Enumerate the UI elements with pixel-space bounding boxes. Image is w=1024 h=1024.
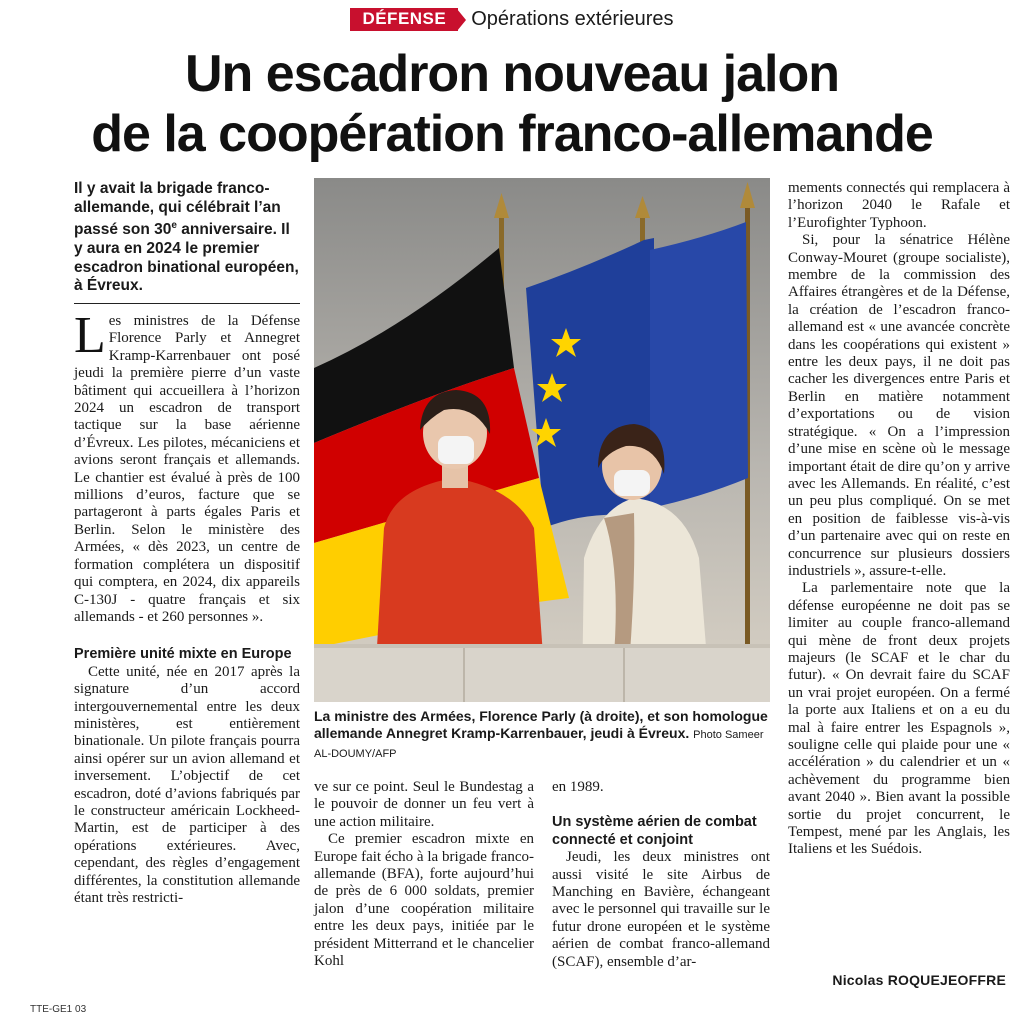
caption-text: La ministre des Armées, Florence Parly (à droite), et son homologue allemande Annegret Kramp-Karrenbauer, jeudi à Évreux.	[314, 708, 768, 741]
author-last-name: ROQUEJEOFFRE	[887, 972, 1006, 988]
article-paragraph-5: Si, pour la sénatrice Hélène Conway-Mouret (groupe socialiste), membre de la commission des Affaires étrangères et de la Défense, la création de l’escadron franco-allemand est « une avancée concrète dans les coopérations qui existent » entre les deux pays, il ne doit pas cacher les divergences entre Paris et Berlin en matière notamment d’exportations ou de vision stratégique. « On a l’impression d’une mise en scène où le message important était de dire qu’on y arrive avec les Allemands. En réalité, c’est un peu plus compliqué. On se met en position de faiblesse vis-à-vis d’un partenaire avec qui on reste en concurrence sur plusieurs dossiers industriels », assure-t-elle.	[788, 232, 1010, 579]
section-rubric	[0, 8, 1024, 31]
photo-ministers-flags	[314, 178, 770, 702]
article-paragraph-4-continued: mements connectés qui remplacera à l’horizon 2040 le Rafale et l’Eurofighter Typhoon.	[788, 180, 1010, 231]
article-paragraph-2: Cette unité, née en 2017 après la signature d’un accord intergouvernemental entre les deux ministères, est entièrement binationale. Un pilote français pourra ainsi opérer sur un avion allemand et inversement. L’objectif de cet escadron, doté d’avions fabriqués par le constructeur américain Lockheed-Martin, est de participer à des opérations extérieures. Avec, cependant, des règles d’engagement différentes, la constitution allemande étant très restricti-	[74, 663, 300, 906]
subsection-label: Opérations extérieures	[471, 8, 674, 30]
article-column-2	[314, 779, 534, 970]
article-intro-text: es ministres de la Défense Florence Parly et Annegret Kramp-Karrenbauer ont posé jeudi la première pierre d’un vaste bâtiment qui accueillera à l’horizon 2024 un escadron de transport tactique sur la base aérienne d’Évreux. Les pilotes, mécaniciens et avions seront français et allemands. Le chantier est évalué à près de 100 millions d’euros, facture que se partageront à parts égales Paris et Berlin. Selon le ministère des Armées, « dès 2023, un centre de formation complétera un dispositif qui comptera, en 2024, dix appareils C-130J - quatre français et six allemands - et 260 personnes ».	[74, 313, 300, 625]
section-tag: DÉFENSE	[350, 8, 458, 31]
article-paragraph-2-continued: ve sur ce point. Seul le Bundestag a le pouvoir de donner un feu vert à une action militaire.	[314, 779, 534, 830]
headline-line-2: de la coopération franco-allemande	[91, 105, 933, 163]
page-folio: TTE-GE1 03	[30, 1004, 87, 1015]
intertitle-air-system: Un système aérien de combat connecté et conjoint	[552, 814, 757, 848]
lead-paragraph	[74, 180, 300, 296]
author-byline	[832, 972, 1006, 988]
intertitle-first-unit: Première unité mixte en Europe	[74, 646, 292, 663]
article-photo	[314, 178, 770, 702]
headline	[40, 44, 984, 164]
article-paragraph-3: Ce premier escadron mixte en Europe fait écho à la brigade franco-allemande (BFA), forte aujourd’hui de près de 6 000 soldats, premier jalon d’une coopération militaire entre les deux pays, initiée par le président Mitterrand et le chancelier Kohl	[314, 831, 534, 970]
rubric-arrow-icon	[457, 9, 466, 31]
lead-part-2: anniversaire. Il y aura en 2024 le premier escadron binational européen, à Évreux.	[74, 221, 299, 295]
lead-superscript: e	[171, 220, 177, 232]
lead-part-1: Il y avait la brigade franco-allemande, qui célébrait l’an passé son 30	[74, 180, 281, 239]
author-first-name: Nicolas	[832, 972, 884, 988]
article-column-1	[74, 307, 300, 907]
article-paragraph-6: La parlementaire note que la défense européenne ne doit pas se limiter au couple franco-allemand qui mène de front deux projets majeurs (le SCAF et le char du futur). « On devrait faire du SCAF un vrai projet européen. On a fermé la porte aux Italiens et on a eu du mal à faire entrer les Espagnols », souligne celle qui plaide pour une « accélération » du calendrier et un « achèvement du programme bien avant 2040 ». Bien avant la possible sortie du projet concurrent, le Tempest, mené par les Anglais, les Italiens et les Suédois.	[788, 580, 1010, 858]
article-paragraph-4: Jeudi, les deux ministres ont aussi visité le site Airbus de Manching en Bavière, échangeant avec le personnel qui travaille sur le futur drone européen et le système aérien de combat franco-allemand (SCAF), ensemble d’ar-	[552, 849, 770, 970]
photo-credit: Photo Sameer AL-DOUMY/AFP	[314, 729, 764, 760]
article-intro	[74, 307, 300, 626]
headline-line-1: Un escadron nouveau jalon	[184, 45, 840, 103]
lead-divider	[74, 303, 300, 304]
article-column-3	[552, 779, 770, 971]
article-column-4	[788, 180, 1010, 859]
photo-caption	[314, 708, 770, 763]
drop-cap: L	[74, 307, 106, 364]
article-paragraph-3-continued: en 1989.	[552, 779, 604, 795]
